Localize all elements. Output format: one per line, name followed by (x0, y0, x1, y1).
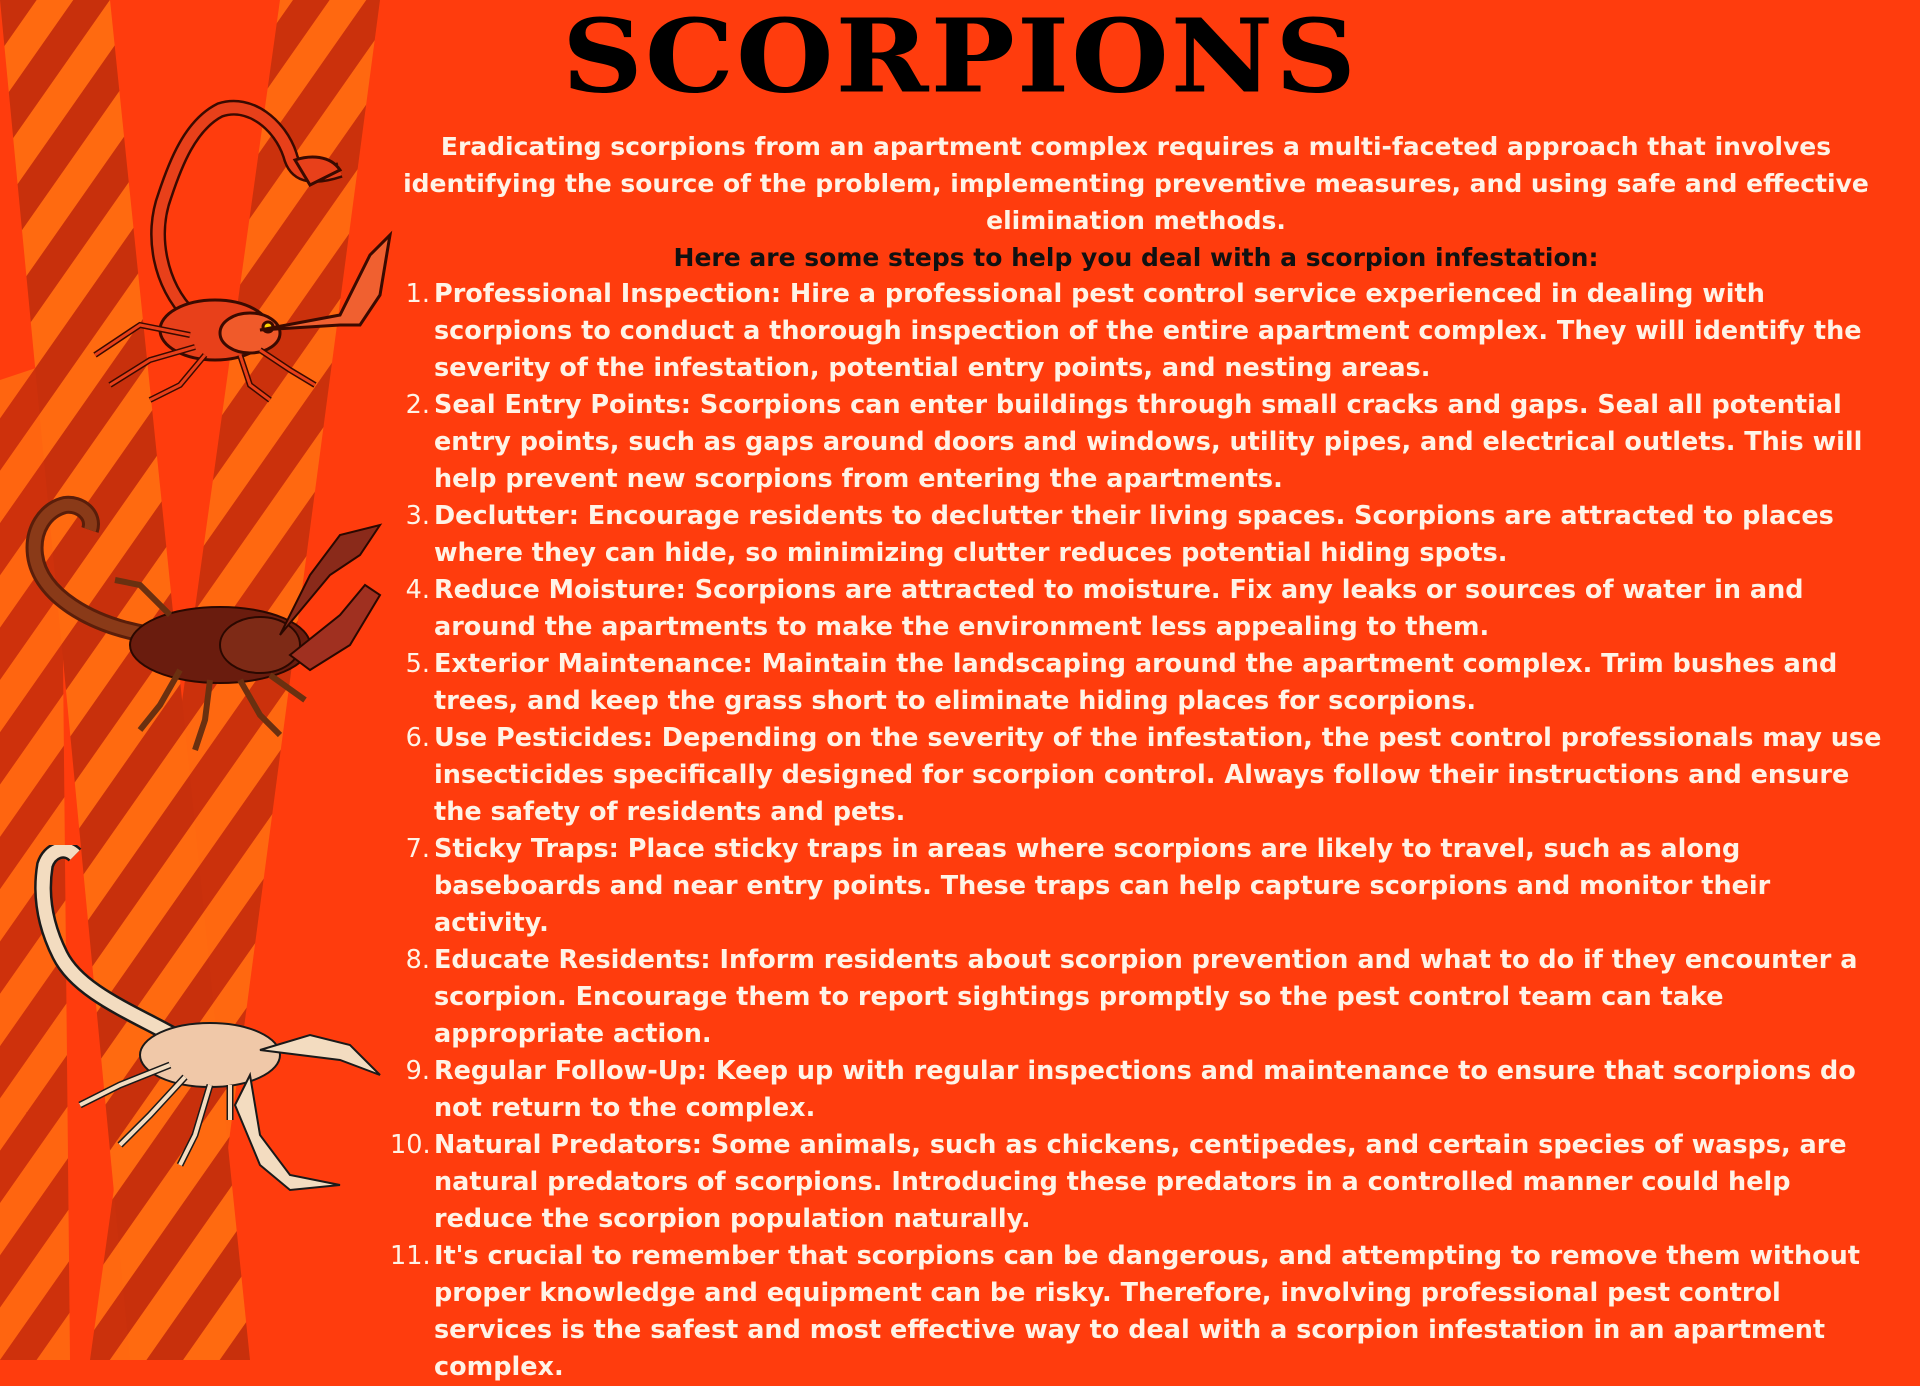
list-item-text: Exterior Maintenance: Maintain the landscaping around the apartment complex. Trim bushes and trees, and keep the grass short to eliminate hiding places for scorpions. (434, 649, 1838, 716)
list-item-number: 5. (405, 649, 430, 679)
list-item-text: Declutter: Encourage residents to declutter their living spaces. Scorpions are attracted to places where they can hide, so minimizing clutter reduces potential hiding spots. (434, 501, 1834, 568)
list-item (390, 1053, 1890, 1127)
list-item (390, 720, 1890, 831)
list-item (390, 942, 1890, 1053)
list-item-number: 9. (405, 1056, 430, 1086)
intro-paragraph (380, 128, 1892, 276)
list-item-text: Natural Predators: Some animals, such as chickens, centipedes, and certain species of wasps, are natural predators of scorpions. Introducing these predators in a controlled manner could help reduce the scorpion population naturally. (434, 1130, 1847, 1234)
list-item-number: 2. (405, 390, 430, 420)
steps-list (390, 276, 1890, 1386)
list-item-number: 6. (405, 723, 430, 753)
list-item-number: 11. (390, 1241, 431, 1271)
list-item-number: 7. (405, 834, 430, 864)
list-item-number: 10. (390, 1130, 431, 1160)
list-item (390, 572, 1890, 646)
intro-text: Eradicating scorpions from an apartment complex requires a multi-faceted approach that involves identifying the source of the problem, implementing preventive measures, and using safe and effective elimination methods. (403, 132, 1869, 235)
list-item-text: Seal Entry Points: Scorpions can enter buildings through small cracks and gaps. Seal all potential entry points, such as gaps around doors and windows, utility pipes, and electrical outlets. This will help prevent new scorpions from entering the apartments. (434, 390, 1863, 494)
list-item (390, 1238, 1890, 1386)
list-item (390, 831, 1890, 942)
list-item-number: 4. (405, 575, 430, 605)
list-item-number: 8. (405, 945, 430, 975)
list-item-text: Professional Inspection: Hire a professional pest control service experienced in dealing with scorpions to conduct a thorough inspection of the entire apartment complex. They will identify the severity of the infestation, potential entry points, and nesting areas. (434, 279, 1862, 383)
list-item-text: It's crucial to remember that scorpions can be dangerous, and attempting to remove them without proper knowledge and equipment can be risky. Therefore, involving professional pest control services is the safest and most effective way to deal with a scorpion infestation in an apartment complex. (434, 1241, 1860, 1382)
intro-lead: Here are some steps to help you deal with a scorpion infestation: (673, 243, 1599, 272)
red-scorpion-icon (40, 85, 400, 405)
list-item-text: Reduce Moisture: Scorpions are attracted to moisture. Fix any leaks or sources of water in and around the apartments to make the environment less appealing to them. (434, 575, 1804, 642)
list-item (390, 276, 1890, 387)
list-item-text: Sticky Traps: Place sticky traps in areas where scorpions are likely to travel, such as along baseboards and near entry points. These traps can help capture scorpions and monitor their activity. (434, 834, 1771, 938)
page-title: SCORPIONS (561, 0, 1359, 116)
list-item-number: 3. (405, 501, 430, 531)
list-item-number: 1. (405, 279, 430, 309)
list-item-text: Regular Follow-Up: Keep up with regular inspections and maintenance to ensure that scorpions do not return to the complex. (434, 1056, 1856, 1123)
list-item (390, 646, 1890, 720)
list-item (390, 498, 1890, 572)
brown-scorpion-icon (20, 495, 390, 765)
list-item-text: Use Pesticides: Depending on the severity of the infestation, the pest control professionals may use insecticides specifically designed for scorpion control. Always follow their instructions and ensure the safety of residents and pets. (434, 723, 1882, 827)
pale-scorpion-icon (20, 845, 390, 1205)
list-item (390, 1127, 1890, 1238)
list-item-text: Educate Residents: Inform residents about scorpion prevention and what to do if they encounter a scorpion. Encourage them to report sightings promptly so the pest control team can take appropriate action. (434, 945, 1858, 1049)
list-item (390, 387, 1890, 498)
